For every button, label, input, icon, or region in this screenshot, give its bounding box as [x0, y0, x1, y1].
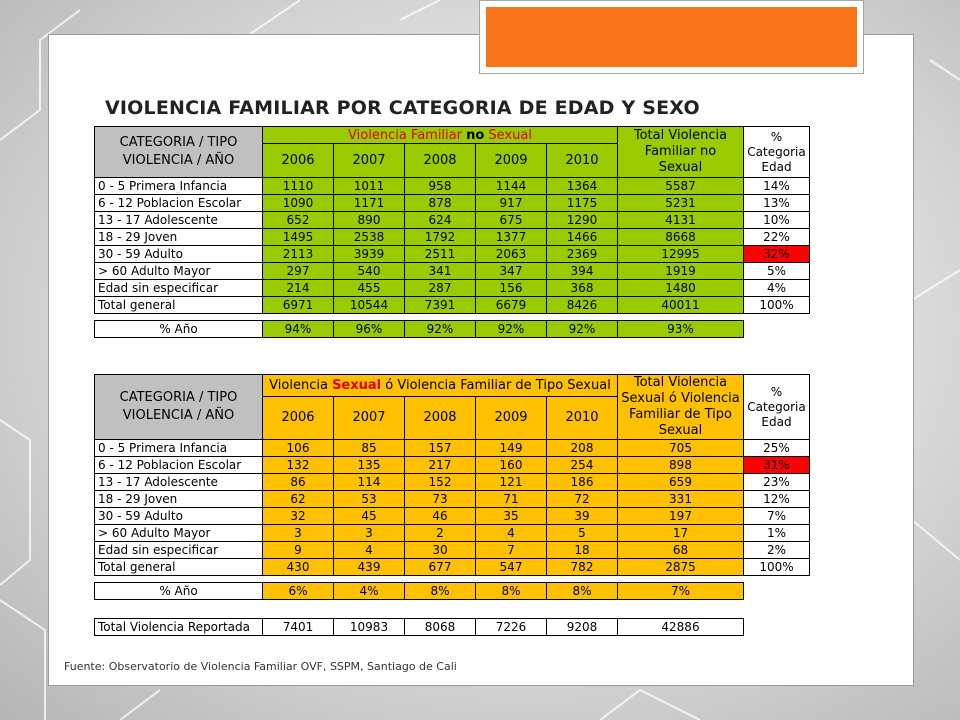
table-row: [95, 212, 810, 229]
row-value: 132: [263, 457, 334, 474]
row-value: 160: [476, 457, 547, 474]
row-category: 13 - 17 Adolescente: [95, 212, 263, 229]
row-value: 35: [476, 508, 547, 525]
row-value: 675: [476, 212, 547, 229]
row-value: 32: [263, 508, 334, 525]
row-value: 1011: [334, 178, 405, 195]
pct-year-value: 8%: [405, 583, 476, 600]
row-percent: 10%: [744, 212, 810, 229]
pct-year-value: 4%: [334, 583, 405, 600]
row-percent: 25%: [744, 440, 810, 457]
year-header: 2009: [476, 144, 547, 178]
row-value: 72: [547, 491, 618, 508]
row-value: 2063: [476, 246, 547, 263]
row-value: 6971: [263, 297, 334, 314]
row-total: 40011: [618, 297, 744, 314]
row-category: 18 - 29 Joven: [95, 491, 263, 508]
total-reported-value: 10983: [334, 619, 405, 636]
row-value: 3: [334, 525, 405, 542]
source-note: Fuente: Observatorio de Violencia Familiar OVF, SSPM, Santiago de Cali: [64, 660, 457, 673]
row-value: 85: [334, 440, 405, 457]
row-value: 71: [476, 491, 547, 508]
row-value: 368: [547, 280, 618, 297]
row-category: 30 - 59 Adulto: [95, 246, 263, 263]
pct-header: % Categoria Edad: [744, 127, 810, 178]
table-row: [95, 195, 810, 212]
table-total-reported: [94, 618, 744, 636]
table-row: [95, 440, 810, 457]
pct-year-label: % Año: [95, 321, 263, 338]
category-header: CATEGORIA / TIPO VIOLENCIA / AÑO: [95, 375, 263, 440]
row-total: 12995: [618, 246, 744, 263]
table-row: [95, 457, 810, 474]
row-percent: 22%: [744, 229, 810, 246]
row-total: 331: [618, 491, 744, 508]
row-value: 287: [405, 280, 476, 297]
row-value: 1364: [547, 178, 618, 195]
row-value: 540: [334, 263, 405, 280]
group-header: [263, 127, 618, 144]
row-value: 917: [476, 195, 547, 212]
row-value: 297: [263, 263, 334, 280]
row-total: 659: [618, 474, 744, 491]
row-value: 2538: [334, 229, 405, 246]
table-row: [95, 229, 810, 246]
row-percent: 100%: [744, 559, 810, 576]
row-value: 455: [334, 280, 405, 297]
pct-year-value: 96%: [334, 321, 405, 338]
row-value: 624: [405, 212, 476, 229]
row-value: 347: [476, 263, 547, 280]
row-value: 1792: [405, 229, 476, 246]
row-value: 217: [405, 457, 476, 474]
row-value: 958: [405, 178, 476, 195]
row-category: 18 - 29 Joven: [95, 229, 263, 246]
row-percent: 4%: [744, 280, 810, 297]
row-value: 652: [263, 212, 334, 229]
row-total: 8668: [618, 229, 744, 246]
year-header: 2010: [547, 144, 618, 178]
row-category: > 60 Adulto Mayor: [95, 263, 263, 280]
row-value: 6679: [476, 297, 547, 314]
row-value: 2511: [405, 246, 476, 263]
row-value: 10544: [334, 297, 405, 314]
pct-year-total: 93%: [618, 321, 744, 338]
row-value: 86: [263, 474, 334, 491]
row-value: 73: [405, 491, 476, 508]
year-header: 2007: [334, 396, 405, 439]
row-value: 1175: [547, 195, 618, 212]
table-row: [95, 297, 810, 314]
row-value: 156: [476, 280, 547, 297]
row-category: 0 - 5 Primera Infancia: [95, 178, 263, 195]
row-percent: 7%: [744, 508, 810, 525]
page-title: VIOLENCIA FAMILIAR POR CATEGORIA DE EDAD Y SEXO: [105, 97, 700, 119]
row-value: 439: [334, 559, 405, 576]
row-category: > 60 Adulto Mayor: [95, 525, 263, 542]
group-header-part: ó Violencia Familiar de Tipo Sexual: [381, 377, 611, 393]
row-category: 0 - 5 Primera Infancia: [95, 440, 263, 457]
row-percent: 13%: [744, 195, 810, 212]
total-reported-value: 7226: [476, 619, 547, 636]
table-row: [95, 491, 810, 508]
table-row: [95, 474, 810, 491]
row-value: 149: [476, 440, 547, 457]
pct-year-value: 92%: [405, 321, 476, 338]
table-row: [95, 619, 744, 636]
year-header: 2009: [476, 396, 547, 439]
row-category: Edad sin especificar: [95, 280, 263, 297]
row-value: 30: [405, 542, 476, 559]
row-value: 106: [263, 440, 334, 457]
row-total: 17: [618, 525, 744, 542]
table-row: [95, 525, 810, 542]
row-value: 1110: [263, 178, 334, 195]
row-value: 152: [405, 474, 476, 491]
group-header-part: Violencia Familiar: [348, 127, 467, 143]
row-category: 13 - 17 Adolescente: [95, 474, 263, 491]
row-value: 121: [476, 474, 547, 491]
row-total: 5231: [618, 195, 744, 212]
row-value: 878: [405, 195, 476, 212]
row-value: 1466: [547, 229, 618, 246]
group-header-part: Sexual: [484, 127, 532, 143]
row-value: 254: [547, 457, 618, 474]
year-header: 2008: [405, 144, 476, 178]
row-value: 214: [263, 280, 334, 297]
row-value: 2113: [263, 246, 334, 263]
row-value: 2369: [547, 246, 618, 263]
pct-header: % Categoria Edad: [744, 375, 810, 440]
total-reported-value: 9208: [547, 619, 618, 636]
row-percent: 12%: [744, 491, 810, 508]
row-value: 1495: [263, 229, 334, 246]
total-header: Total Violencia Sexual ó Violencia Familiar de Tipo Sexual: [618, 375, 744, 440]
row-value: 430: [263, 559, 334, 576]
pct-year-total: 7%: [618, 583, 744, 600]
row-category: 6 - 12 Poblacion Escolar: [95, 195, 263, 212]
table-row: [95, 280, 810, 297]
row-category: Total general: [95, 297, 263, 314]
row-value: 8426: [547, 297, 618, 314]
year-header: 2006: [263, 396, 334, 439]
row-value: 7: [476, 542, 547, 559]
row-percent: 2%: [744, 542, 810, 559]
pct-year-value: 8%: [476, 583, 547, 600]
row-percent: 5%: [744, 263, 810, 280]
row-value: 547: [476, 559, 547, 576]
row-percent: 1%: [744, 525, 810, 542]
row-value: 1090: [263, 195, 334, 212]
row-value: 157: [405, 440, 476, 457]
row-value: 1290: [547, 212, 618, 229]
year-header: 2006: [263, 144, 334, 178]
year-header: 2007: [334, 144, 405, 178]
table-row: [95, 263, 810, 280]
row-value: 18: [547, 542, 618, 559]
table-sexual-violence: [94, 374, 810, 600]
row-value: 9: [263, 542, 334, 559]
row-value: 1144: [476, 178, 547, 195]
row-percent: 23%: [744, 474, 810, 491]
table-row: [95, 508, 810, 525]
row-total: 197: [618, 508, 744, 525]
row-value: 890: [334, 212, 405, 229]
orange-accent-box: [479, 0, 864, 74]
row-total: 705: [618, 440, 744, 457]
total-header: Total Violencia Familiar no Sexual: [618, 127, 744, 178]
row-value: 4: [334, 542, 405, 559]
row-total: 1919: [618, 263, 744, 280]
table-row: [95, 542, 810, 559]
pct-year-label: % Año: [95, 583, 263, 600]
total-reported-value: 8068: [405, 619, 476, 636]
row-value: 782: [547, 559, 618, 576]
category-header: CATEGORIA / TIPO VIOLENCIA / AÑO: [95, 127, 263, 178]
row-category: Edad sin especificar: [95, 542, 263, 559]
total-reported-value: 7401: [263, 619, 334, 636]
row-value: 4: [476, 525, 547, 542]
row-value: 62: [263, 491, 334, 508]
table-row: [95, 559, 810, 576]
row-value: 1171: [334, 195, 405, 212]
table-gap: [95, 576, 810, 583]
table-row: [95, 246, 810, 263]
table-non-sexual-violence: [94, 126, 810, 338]
row-total: 898: [618, 457, 744, 474]
total-reported-label: Total Violencia Reportada: [95, 619, 263, 636]
row-total: 5587: [618, 178, 744, 195]
row-total: 1480: [618, 280, 744, 297]
row-value: 2: [405, 525, 476, 542]
pct-year-value: 8%: [547, 583, 618, 600]
row-value: 341: [405, 263, 476, 280]
group-header-part: Sexual: [332, 377, 382, 393]
row-value: 1377: [476, 229, 547, 246]
group-header-part: no: [466, 127, 485, 143]
row-percent: 100%: [744, 297, 810, 314]
table-gap: [95, 314, 810, 321]
pct-year-row: [95, 583, 810, 600]
row-total: 68: [618, 542, 744, 559]
total-reported-sum: 42886: [618, 619, 744, 636]
row-percent: 31%: [744, 457, 810, 474]
row-value: 39: [547, 508, 618, 525]
row-category: 6 - 12 Poblacion Escolar: [95, 457, 263, 474]
row-category: 30 - 59 Adulto: [95, 508, 263, 525]
row-value: 135: [334, 457, 405, 474]
pct-year-value: 6%: [263, 583, 334, 600]
row-value: 7391: [405, 297, 476, 314]
pct-year-value: 94%: [263, 321, 334, 338]
row-total: 4131: [618, 212, 744, 229]
year-header: 2008: [405, 396, 476, 439]
row-value: 208: [547, 440, 618, 457]
row-value: 53: [334, 491, 405, 508]
row-value: 394: [547, 263, 618, 280]
pct-year-row: [95, 321, 810, 338]
year-header: 2010: [547, 396, 618, 439]
row-value: 114: [334, 474, 405, 491]
row-percent: 32%: [744, 246, 810, 263]
row-value: 46: [405, 508, 476, 525]
row-value: 186: [547, 474, 618, 491]
row-percent: 14%: [744, 178, 810, 195]
pct-year-value: 92%: [547, 321, 618, 338]
row-category: Total general: [95, 559, 263, 576]
row-value: 3: [263, 525, 334, 542]
pct-year-value: 92%: [476, 321, 547, 338]
row-value: 5: [547, 525, 618, 542]
table-row: [95, 178, 810, 195]
row-total: 2875: [618, 559, 744, 576]
row-value: 677: [405, 559, 476, 576]
group-header: [263, 375, 618, 397]
row-value: 45: [334, 508, 405, 525]
group-header-part: Violencia: [269, 377, 333, 393]
row-value: 3939: [334, 246, 405, 263]
